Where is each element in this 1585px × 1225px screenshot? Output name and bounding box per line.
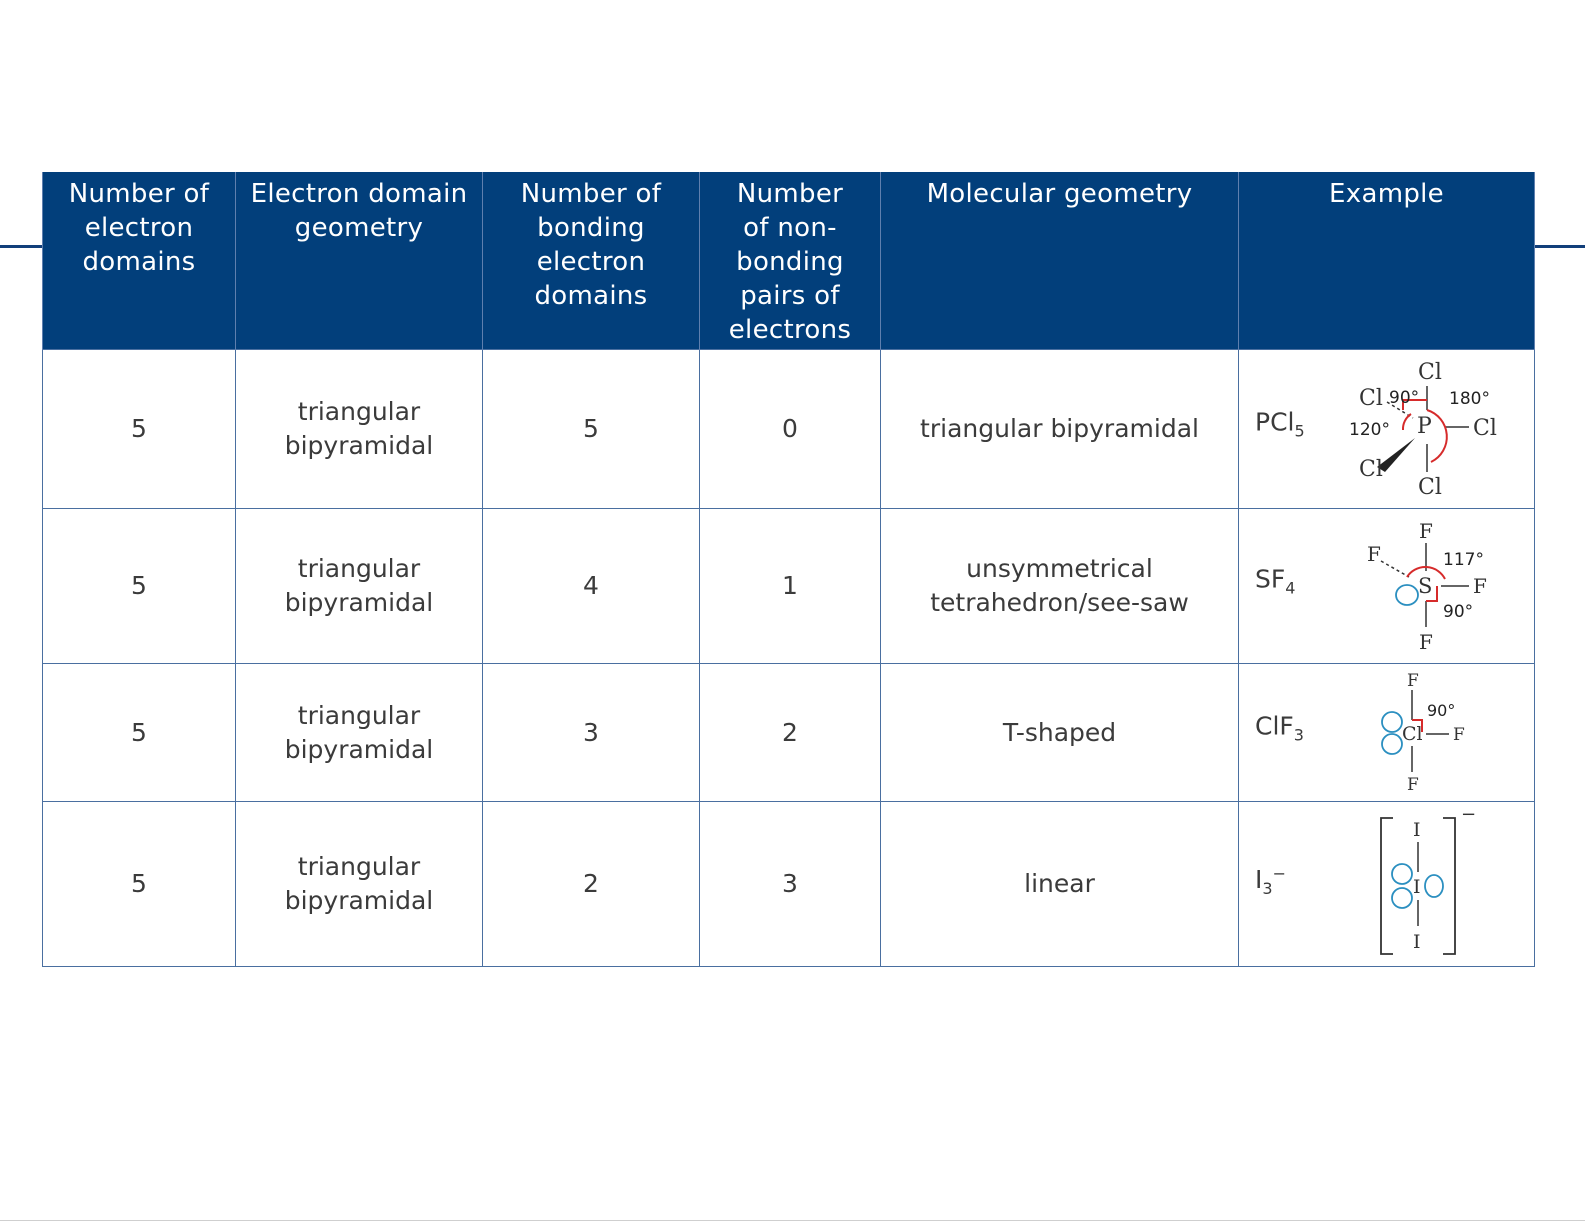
angle-label: 90° [1443,602,1474,622]
cell-domains: 5 [43,509,236,664]
cell-bonding: 4 [483,509,700,664]
cell-example [1239,802,1535,967]
formula-sf4: $SF_4$ [1255,564,1296,598]
lone-pair-icon [1392,864,1412,884]
lone-pair-icon [1425,875,1443,897]
molecular-geometry-table [42,172,1535,967]
atom-s: S [1418,574,1433,598]
cell-nonbonding: 0 [700,350,881,509]
atom-cl-top: Cl [1418,360,1442,385]
angle-label: 180° [1449,389,1490,409]
header-rule-right [1534,245,1585,248]
atom-cl-right: Cl [1473,416,1497,441]
cell-example [1239,509,1535,664]
cell-molecular-geometry: triangular bipyramidal [881,350,1239,509]
angle-label: 90° [1389,388,1420,408]
header-nonbonding-pairs: Number of non- bonding pairs of electrons [700,172,881,350]
atom-f-bottom: F [1407,775,1419,795]
atom-f-top: F [1419,519,1433,543]
header-bonding-domains: Number of bonding electron domains [483,172,700,350]
table-row [43,802,1535,967]
header-electron-domain-geometry: Electron domain geometry [236,172,483,350]
atom-f-top: F [1407,671,1419,691]
angle-label: 90° [1427,701,1456,720]
cell-electron-geometry: triangular bipyramidal [236,350,483,509]
header-electron-domains: Number of electron domains [43,172,236,350]
right-bracket-icon [1443,818,1455,954]
footer-rule [0,1220,1585,1221]
header-example: Example [1239,172,1535,350]
pcl5-structure-diagram [1349,350,1535,508]
cell-nonbonding: 2 [700,664,881,802]
atom-f-bottom: F [1419,630,1433,654]
charge-label: − [1461,804,1477,825]
sf4-structure-diagram [1349,509,1535,663]
cell-electron-geometry: triangular bipyramidal [236,802,483,967]
atom-p: P [1417,414,1432,439]
lone-pair-icon [1392,888,1412,908]
header-molecular-geometry: Molecular geometry [881,172,1239,350]
angle-label: 117° [1443,550,1484,570]
header-rule-left [0,245,44,248]
cell-example [1239,350,1535,509]
cell-molecular-geometry: unsymmetrical tetrahedron/see-saw [881,509,1239,664]
cell-domains: 5 [43,802,236,967]
atom-i-center: I [1413,876,1421,898]
cell-electron-geometry: triangular bipyramidal [236,509,483,664]
cell-example [1239,664,1535,802]
atom-f-right: F [1473,574,1487,598]
atom-f-left: F [1367,542,1381,566]
table-row [43,664,1535,802]
atom-i-bottom: I [1413,931,1421,953]
angle-label: 120° [1349,420,1390,440]
atom-cl-back: Cl [1359,386,1383,411]
clf3-structure-diagram [1349,664,1535,801]
lone-pair-icon [1382,734,1402,754]
atom-i-top: I [1413,819,1421,841]
cell-bonding: 2 [483,802,700,967]
cell-bonding: 5 [483,350,700,509]
atom-cl-bottom: Cl [1418,475,1442,500]
cell-domains: 5 [43,664,236,802]
formula-i3: $I_3^-$ [1255,863,1286,899]
i3-structure-diagram [1349,802,1535,966]
cell-electron-geometry: triangular bipyramidal [236,664,483,802]
cell-bonding: 3 [483,664,700,802]
lone-pair-icon [1396,585,1418,605]
cell-molecular-geometry: linear [881,802,1239,967]
atom-cl: Cl [1402,723,1423,745]
left-bracket-icon [1381,818,1393,954]
cell-domains: 5 [43,350,236,509]
formula-pcl5: PCl$_5$ [1255,407,1305,441]
atom-f-right: F [1453,725,1465,745]
lone-pair-icon [1382,712,1402,732]
cell-molecular-geometry: T-shaped [881,664,1239,802]
cell-nonbonding: 1 [700,509,881,664]
table-row [43,509,1535,664]
header-row [43,172,1535,350]
table-row [43,350,1535,509]
cell-nonbonding: 3 [700,802,881,967]
atom-cl-front: Cl [1359,457,1383,482]
formula-clf3: ClF$_3$ [1255,710,1304,744]
